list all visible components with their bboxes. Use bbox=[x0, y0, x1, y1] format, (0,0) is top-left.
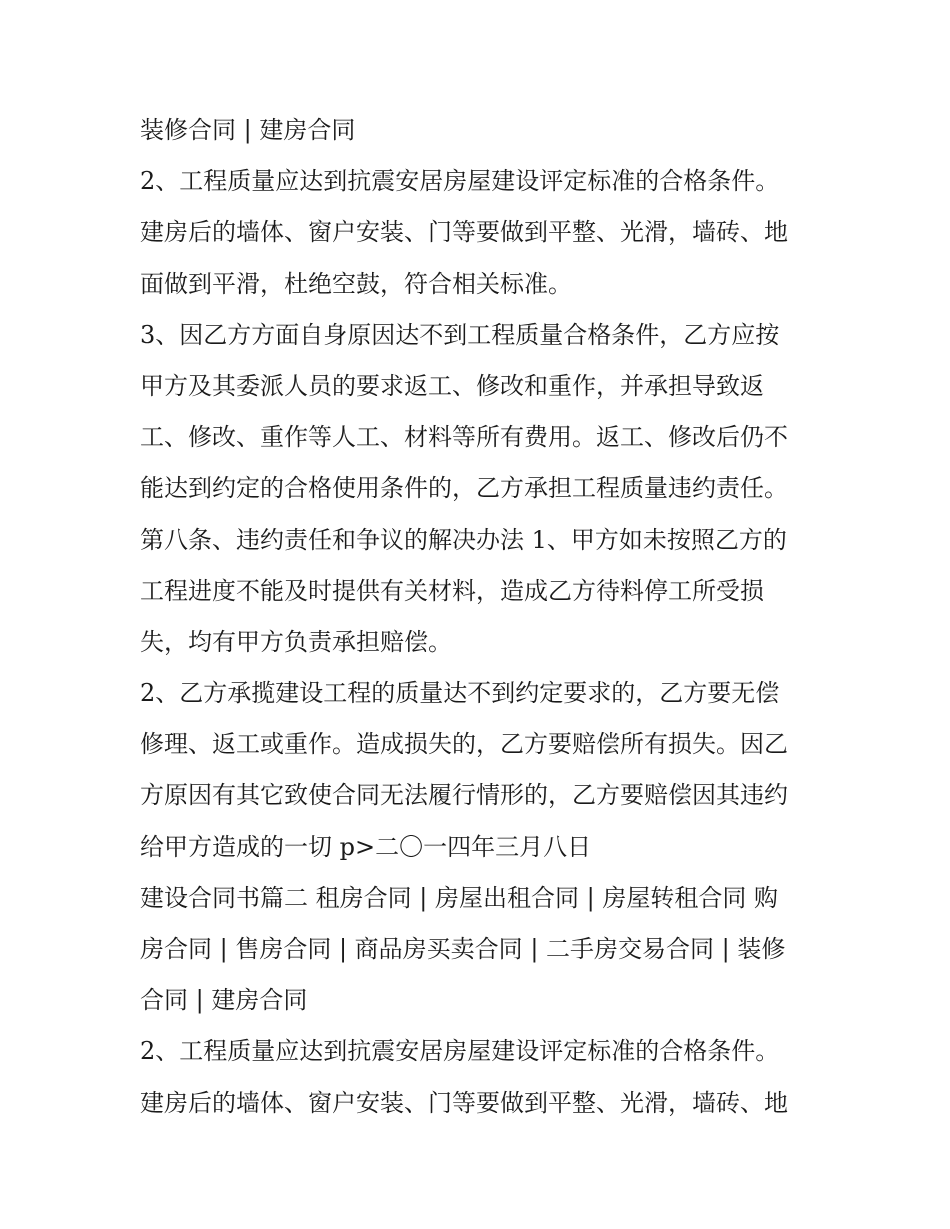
text-line: 方原因有其它致使合同无法履行情形的，乙方要赔偿因其违约 bbox=[140, 781, 788, 810]
text-line: 甲方及其委派人员的要求返工、修改和重作，并承担导致返 bbox=[140, 371, 764, 400]
text-line: 装修合同 | 建房合同 bbox=[140, 116, 356, 144]
text-line: 工程进度不能及时提供有关材料，造成乙方待料停工所受损 bbox=[140, 576, 764, 605]
text-line: 面做到平滑，杜绝空鼓，符合相关标准。 bbox=[140, 269, 572, 298]
text-line: 建房后的墙体、窗户安装、门等要做到平整、光滑，墙砖、地 bbox=[140, 1088, 788, 1117]
text-line: 2、工程质量应达到抗震安居房屋建设评定标准的合格条件。 bbox=[140, 167, 780, 196]
document-body bbox=[140, 105, 820, 1129]
text-line: 合同 | 建房合同 bbox=[140, 986, 308, 1015]
text-line: 能达到约定的合格使用条件的，乙方承担工程质量违约责任。 bbox=[140, 474, 788, 503]
text-line: 房合同 | 售房合同 | 商品房买卖合同 | 二手房交易合同 | 装修 bbox=[140, 935, 786, 963]
text-line: 2、乙方承揽建设工程的质量达不到约定要求的，乙方要无偿 bbox=[140, 679, 780, 708]
text-line: 3、因乙方方面自身原因达不到工程质量合格条件，乙方应按 bbox=[140, 320, 780, 349]
text-line: 建房后的墙体、窗户安装、门等要做到平整、光滑，墙砖、地 bbox=[140, 218, 788, 247]
text-line: 工、修改、重作等人工、材料等所有费用。返工、修改后仍不 bbox=[140, 423, 788, 452]
text-line: 修理、返工或重作。造成损失的，乙方要赔偿所有损失。因乙 bbox=[140, 730, 788, 759]
text-line: 建设合同书篇二 租房合同 | 房屋出租合同 | 房屋转租合同 购 bbox=[140, 883, 778, 912]
text-line: 失，均有甲方负责承担赔偿。 bbox=[140, 627, 452, 656]
text-line: 给甲方造成的一切 p>二〇一四年三月八日 bbox=[140, 832, 592, 861]
text-line: 第八条、违约责任和争议的解决办法 1、甲方如未按照乙方的 bbox=[140, 525, 787, 554]
text-line: 2、工程质量应达到抗震安居房屋建设评定标准的合格条件。 bbox=[140, 1037, 780, 1066]
